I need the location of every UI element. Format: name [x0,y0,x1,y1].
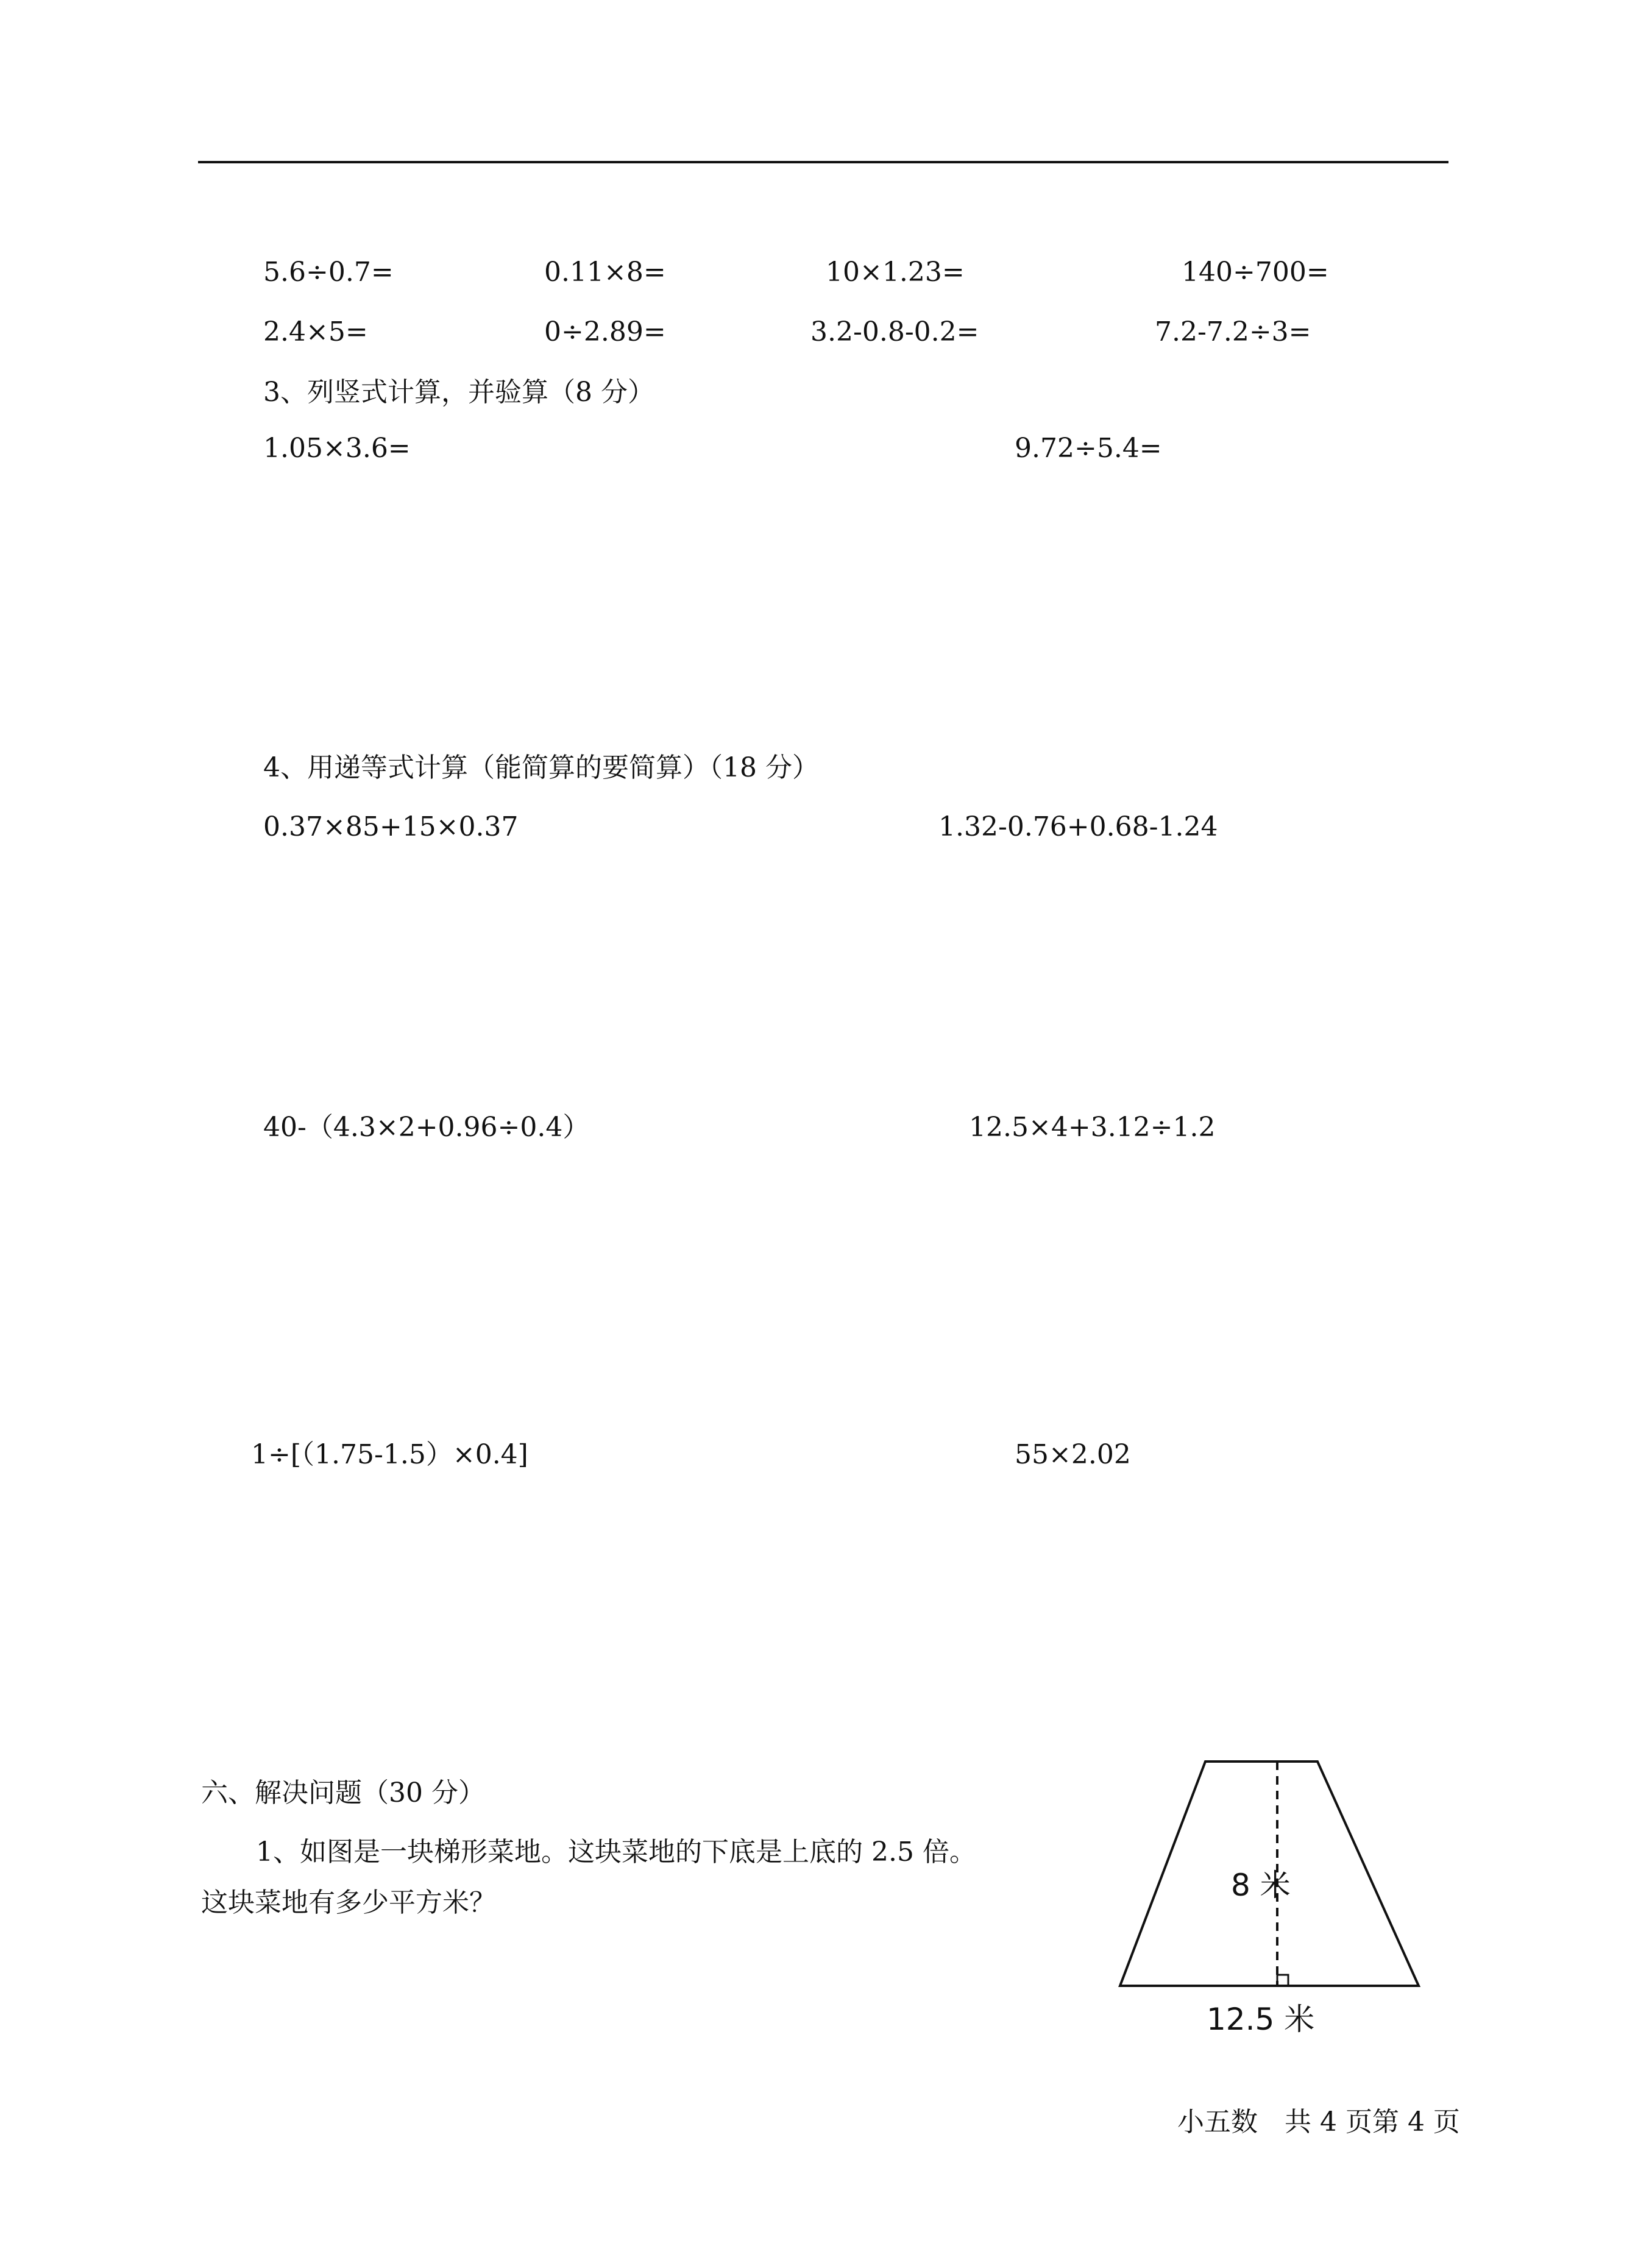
header-rule [198,161,1448,163]
step-calc-item: 1.32-0.76+0.68-1.24 [938,811,1218,842]
right-angle-marker [1277,1975,1288,1986]
section-heading: 六、解决问题（30 分） [201,1777,485,1808]
trapezoid-diagram [1109,1743,1426,2060]
step-calc-item: 55×2.02 [1015,1439,1131,1470]
base-label: 12.5 米 [1207,2002,1315,2037]
calc-item: 10×1.23= [826,257,965,288]
section-heading: 3、列竖式计算，并验算（8 分） [263,377,654,408]
vertical-calc-item: 1.05×3.6= [263,433,411,464]
step-calc-item: 40-（4.3×2+0.96÷0.4） [263,1112,590,1143]
step-calc-item: 1÷[（1.75-1.5）×0.4] [251,1439,528,1470]
problem-text: 1、如图是一块梯形菜地。这块菜地的下底是上底的 2.5 倍。 [256,1836,976,1868]
calc-item: 3.2-0.8-0.2= [810,316,979,347]
height-label: 8 米 [1231,1868,1291,1903]
calc-item: 5.6÷0.7= [263,257,394,288]
problem-text: 这块菜地有多少平方米？ [201,1887,496,1918]
calc-item: 0÷2.89= [544,316,666,347]
vertical-calc-item: 9.72÷5.4= [1015,433,1162,464]
step-calc-item: 0.37×85+15×0.37 [263,811,519,842]
trapezoid-figure [1109,1743,1426,2060]
calc-item: 0.11×8= [544,257,666,288]
calc-item: 140÷700= [1182,257,1329,288]
calc-item: 2.4×5= [263,316,368,347]
step-calc-item: 12.5×4+3.12÷1.2 [969,1112,1216,1143]
page-footer: 小五数 共 4 页第 4 页 [1177,2106,1460,2138]
calc-item: 7.2-7.2÷3= [1155,316,1311,347]
section-heading: 4、用递等式计算（能简算的要简算）（18 分） [263,752,819,783]
